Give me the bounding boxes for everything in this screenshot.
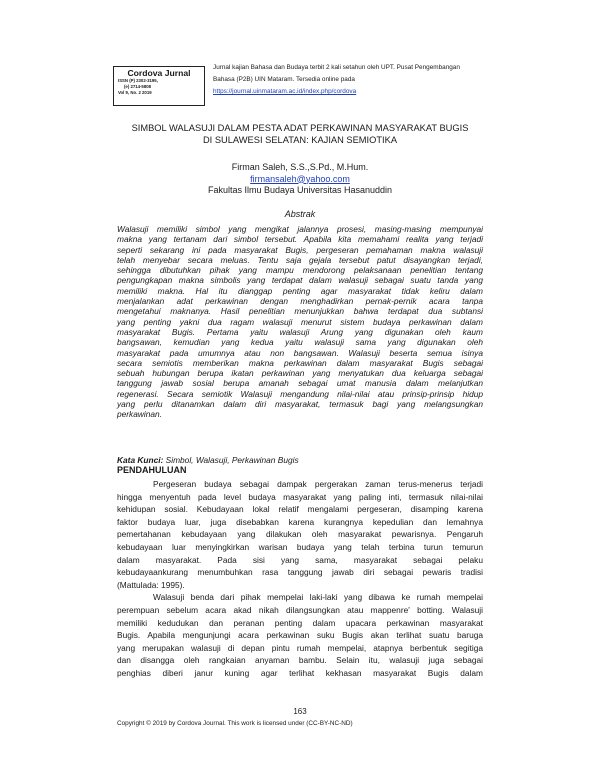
journal-header [113,62,498,106]
abstract-line: yang penting yakni dua ragam walasuji menurut sistem budaya perkawinan dalam [117,316,483,327]
abstract-line: secara semiotis memberikan makna perkawinan dalam masyarakat Bugis sebagai [117,357,483,368]
author-email-link[interactable]: firmansaleh@yahoo.com [250,173,350,184]
body-line: Walasuji benda dari pihak mempelai laki-laki yang dibawa ke rumah mempelai [153,592,483,603]
body-line: Bugis. Apabila mengunjungi acara perkawinan suku Bugis akan terlihat suatu baruga [117,630,483,641]
abstract-text [117,224,483,420]
author-affiliation: Fakultas Ilmu Budaya Universitas Hasanuddin [207,185,393,195]
paper-title [60,123,540,146]
body-line: kebudayaan luar menyingkirkan warisan budaya yang telah terbina turun temurun [117,541,483,552]
keywords [117,455,483,465]
body-line: (Mattulada: 1995). [117,579,185,590]
title-line: DI SULAWESI SELATAN: KAJIAN SEMIOTIKA [202,134,398,145]
issn-electronic: (e) 2714-5808 [124,84,151,89]
abstract-line: menjalankan adat perkawinan dengan menghadirkan pernak-pernik acara tanpa [117,296,483,307]
abstract-line: sehingga dibutuhkan pihak yang mampu mendorong pelaksanaan penelitian tentang [117,265,483,276]
abstract-line: Walasuji memiliki simbol yang mengikat jalannya prosesi, masing-masing mempunyai [117,224,483,234]
abstract-line: yang perlu ditanamkan dalam diri masyarakat, termasuk bagi yang melangsungkan [117,399,483,410]
abstract-line: mengetahui maknanya. Hasil penelitian menunjukkan bahwa terdapat dua subtansi [117,306,483,317]
abstract-line: masyarakat Bugis. Pertama yaitu walasuji Arung yang digunakan oleh kaum [117,326,483,337]
journal-url-link[interactable]: https://journal.uinmataram.ac.id/index.php/cordova [213,88,357,95]
body-line: memiliki kedudukan dan peranan penting dalam upacara perkawinan masyarakat [117,617,483,628]
abstract-line: masyarakat pada umumnya atau non bangsawan. Walasuji beserta semua isinya [117,347,483,358]
abstract-line: perkawinan. [117,409,162,420]
body-line: penghias diberi janur kuning agar terlihat kekhasan masyarakat Bugis dalam [117,667,483,678]
page-number: 163 [293,707,307,716]
body-line: kebudayaankurang menumbuhkan rasa tanggung jawab diri sebagai pewaris tradisi [117,567,483,578]
journal-info-line: Bahasa (P2B) UIN Mataram. Tersedia online pada [213,76,355,83]
journal-volume: Vol 9, No. 2 2019 [118,90,152,95]
body-line: kehidupan sosial. Kebudayaan lokal relatif mengalami pergeseran, disamping karena [117,504,483,515]
keywords-value: Simbol, Walasuji, Perkawinan Bugis [163,455,299,465]
abstract-line: sebuah hubungan berupa ikatan perkawinan yang menyatukan dua keluarga sebagai [117,368,483,379]
abstract-line: bangsawan, kemudian yang kedua yaitu walasuji sama yang digunakan oleh [117,337,483,348]
body-line: yang merupakan walasuji di depan pintu rumah mempelai, atapnya berbentuk segitiga [117,642,483,653]
abstract-line: pengungkapan makna simbolis yang terdapat dalam walasuji sebagai suatu tanda yang [117,275,483,286]
author-name: Firman Saleh, S.S.,S.Pd., M.Hum. [231,162,369,172]
body-line: dan disangga oleh rangkaian anyaman bambu. Selain itu, walasuji juga sebagai [117,655,483,666]
body-line: dalam masyarakat. Pada sisi yang sama, masyarakat sebagai pelaku [117,554,483,565]
body-line: faktor budaya luar, juga disebabkan karena kurangnya kepedulian dan lemahnya [117,516,483,527]
abstract-line: seperti sekarang ini pada masyarakat Bugis, pergeseran pemahaman makna walasuji [117,244,483,255]
section-heading: PENDAHULUAN [117,465,187,475]
keywords-label: Kata Kunci: [117,455,164,465]
issn-print: ISSN (P) 2302-3195, [118,78,158,83]
abstract-line: tanggung jawab sosial berupa amanah sebagai umat manusia dalam melanjutkan [117,378,483,389]
journal-badge [113,66,205,106]
abstract-heading: Abstrak [284,209,316,219]
body-line: Pergeseran budaya sebagai dampak pergerakan zaman terus-menerus terjadi [153,479,483,489]
body-line: perempuan sebelum acara akad nikah dilangsungkan atau mappenre' botting. Walasuji [117,604,483,615]
body-line: pemertahanan kebudayaan yang dilakukan oleh masyarakat pewarisnya. Pengaruh [117,529,483,540]
body-text [117,478,483,680]
title-line: SIMBOL WALASUJI DALAM PESTA ADAT PERKAWINAN MASYARAKAT BUGIS [131,123,469,133]
journal-info [213,62,503,98]
journal-info-line: Jurnal kajian Bahasa dan Budaya terbit 2 kali setahun oleh UPT. Pusat Pengembangan [213,64,460,71]
abstract-line: memiliki makna. Hal itu dianggap penting agar masyarakat tidak keliru dalam [117,285,483,296]
journal-name: Cordova Jurnal [127,68,191,78]
abstract-line: regenerasi. Secara semiotik Walasuji mengandung nilai-nilai atau prinsip-prinsip hidup [117,388,483,399]
abstract-line: telah menyebar secara meluas. Tentu saja gejala tersebut patut disayangkan terjadi, [117,254,483,265]
copyright-notice: Copyright © 2019 by Cordova Journal. This work is licensed under (CC-BY-NC-ND) [117,720,353,727]
author-block [60,162,540,197]
body-line: hingga menyentuh pada level budaya masyarakat yang paling inti, termasuk nilai-nilai [117,491,483,502]
abstract-line: makna yang tertanam dari simbol tersebut. Apabila kita memahami realita yang terjadi [117,234,483,245]
